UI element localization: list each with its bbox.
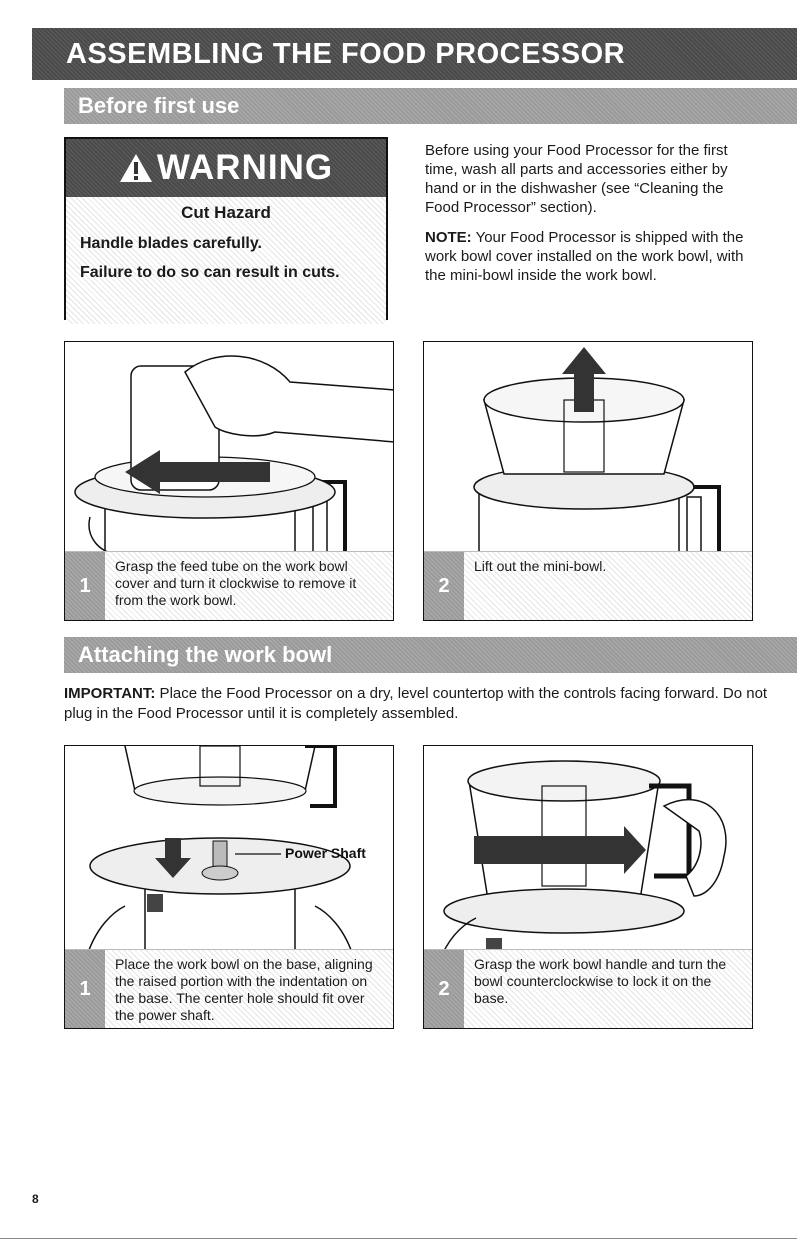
page-number: 8 (32, 1192, 39, 1206)
section-heading-attaching-work-bowl: Attaching the work bowl (78, 642, 333, 667)
note-paragraph (425, 228, 755, 285)
note-label: NOTE: (425, 229, 472, 246)
important-label: IMPORTANT: (64, 685, 156, 702)
step-text: Grasp the work bowl handle and turn the bowl counterclockwise to lock it on the base. (474, 956, 727, 1006)
step-number-badge: 1 (65, 950, 105, 1028)
warning-hazard: Cut Hazard (181, 203, 271, 222)
section-heading-before-first-use: Before first use (78, 93, 240, 118)
power-shaft-callout: Power Shaft (285, 845, 366, 861)
step-panel-lock-bowl (423, 745, 753, 1029)
step-caption-place-bowl (65, 949, 393, 1028)
step-number-badge: 1 (65, 552, 105, 620)
important-paragraph (64, 684, 774, 724)
warning-line-2: Failure to do so can result in cuts. (80, 264, 340, 281)
remove-cover-illustration (65, 342, 394, 554)
important-text: Place the Food Processor on a dry, level countertop with the controls facing forward. Do not plug in the Food Processor until it is completely assembled. (64, 685, 768, 722)
step-panel-place-bowl (64, 745, 394, 1029)
warning-body (66, 197, 386, 324)
page-title: ASSEMBLING THE FOOD PROCESSOR (66, 38, 626, 70)
step-panel-lift-mini-bowl (423, 341, 753, 621)
step-number-badge: 2 (424, 950, 464, 1028)
note-text: Your Food Processor is shipped with the work bowl cover installed on the work bowl, with the mini-bowl inside the work bowl. (425, 229, 744, 284)
warning-header (66, 139, 386, 197)
step-text: Lift out the mini-bowl. (474, 558, 607, 574)
warning-box (64, 137, 388, 320)
step-caption-remove-cover (65, 551, 393, 620)
place-bowl-on-base-illustration (65, 746, 394, 962)
warning-line-1: Handle blades carefully. (80, 235, 262, 252)
warning-title: WARNING (156, 148, 334, 187)
lock-bowl-illustration (424, 746, 753, 962)
intro-text-block (425, 141, 755, 296)
section-bar-before-first-use (64, 88, 797, 124)
intro-paragraph: Before using your Food Processor for the first time, wash all parts and accessories either by hand or in the dishwasher (see “Cleaning the Food Processor” section). (425, 142, 728, 216)
lift-mini-bowl-illustration (424, 342, 753, 554)
step-number-badge: 2 (424, 552, 464, 620)
step-text: Place the work bowl on the base, aligning the raised portion with the indentation on the base. The center hole should fit over the power shaft. (115, 956, 373, 1023)
warning-triangle-icon (119, 153, 153, 183)
step-text: Grasp the feed tube on the work bowl cover and turn it clockwise to remove it from the work bowl. (115, 558, 357, 608)
step-panel-remove-cover (64, 341, 394, 621)
step-caption-lock-bowl (424, 949, 752, 1028)
bottom-rule (0, 1238, 797, 1239)
step-caption-lift-mini-bowl (424, 551, 752, 620)
page-title-band (32, 28, 797, 80)
section-bar-attaching-work-bowl (64, 637, 797, 673)
